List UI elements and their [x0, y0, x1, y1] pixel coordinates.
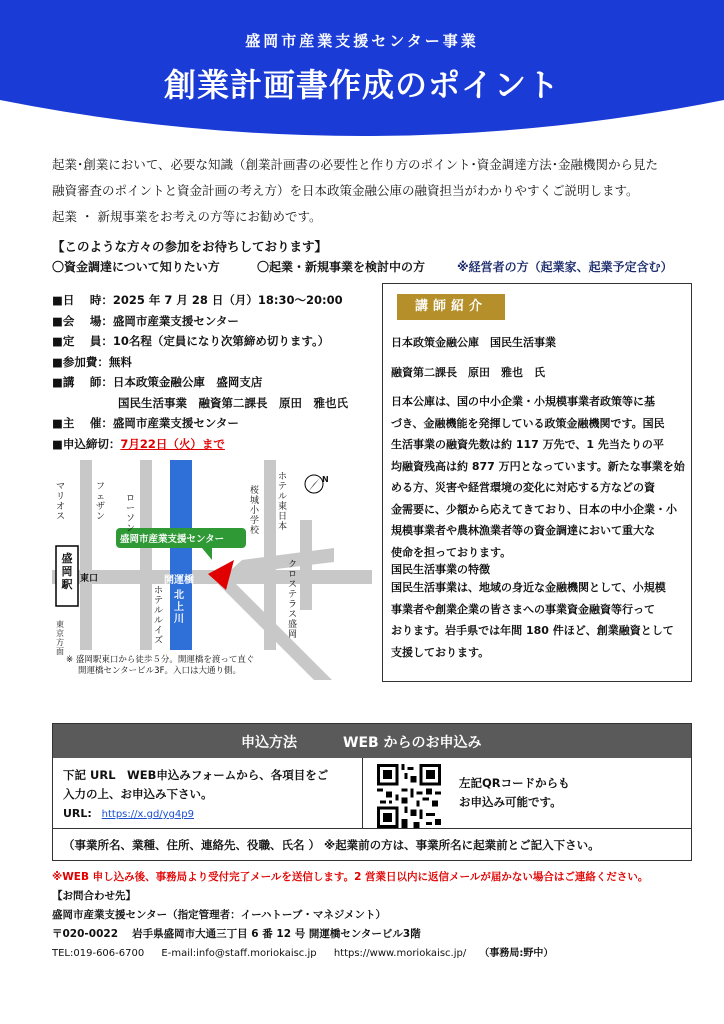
header-banner — [0, 0, 724, 150]
detail-deadline — [52, 434, 382, 455]
contact-line — [52, 944, 712, 963]
map-hotel-nihon-label: ホテル東日本 — [278, 472, 288, 532]
feature-line: 国民生活事業は、地域の身近な金融機関として、小規模 — [391, 581, 666, 594]
fields-note-text: （事業所名、業種、住所、連絡先、役職、氏名 ） ※起業前の方は、事業所名に起業前とご記入下さい。 — [63, 838, 600, 852]
map-fezan-label: フェザン — [96, 482, 106, 522]
map-note-line: ※ 盛岡駅東口から徒歩５分。開運橋を渡って直ぐ — [66, 655, 255, 665]
access-map — [52, 460, 372, 685]
instruction-line: 入力の上、お申込み下さい。 — [63, 787, 213, 801]
intro-line: 起業 ・ 新規事業をお考えの方等にお勧めです。 — [52, 209, 322, 224]
url-row — [63, 804, 328, 824]
application-url-link[interactable]: https://x.gd/yg4p9 — [101, 809, 194, 820]
qr-section — [363, 758, 691, 828]
map-bridge-label: 開運橋 — [164, 575, 194, 586]
lecturer-badge: 講師紹介 — [397, 294, 505, 320]
contact-org: 盛岡市産業支援センター（指定管理者：イーハトーブ・マネジメント） — [52, 909, 387, 921]
map-station-label: 盛岡駅 — [61, 552, 73, 591]
contact-info — [52, 887, 712, 963]
detail-lecturer: ■講 師：日本政策金融公庫 盛岡支店 — [52, 375, 263, 389]
bio-line: 金需要に、少額から応えてきており、日本の中小企業・小 — [391, 502, 677, 516]
map-east-exit: 東口 — [80, 574, 99, 584]
lecturer-intro-box — [382, 283, 692, 682]
bio-line: 使命を担っております。 — [391, 545, 512, 559]
url-label: URL: — [63, 807, 92, 820]
map-note — [66, 655, 254, 677]
feature-line: おります。岩手県では年間 180 件ほど、創業融資として — [391, 624, 674, 637]
map-maritz-label: マリオス — [56, 482, 66, 522]
intro-line: 融資審査のポイントと資金計画の考え方）を日本政策金融公庫の融資担当がわかりやすくご説明します。 — [52, 183, 639, 198]
target-audience-title: 【このような方々の参加をお待ちしております】 — [52, 239, 328, 254]
page-title: 創業計画書作成のポイント — [163, 66, 560, 104]
method-label: 申込方法 — [241, 735, 297, 751]
lecturer-bio — [391, 391, 687, 563]
bio-line: 規模事業者や農林漁業者等の資金調達において重大な — [391, 524, 655, 537]
detail-organizer: ■主 催：盛岡市産業支援センター — [52, 416, 239, 430]
event-details — [52, 290, 382, 454]
email-notice: ※WEB 申し込み後、事務局より受付完了メールを送信します。2 営業日以内に返信メールが届かない場合はご連絡ください。 — [52, 871, 649, 883]
qr-code-icon[interactable] — [377, 764, 441, 828]
detail-date: ■日 時：2025 年 7 月 28 日（月）18:30〜20:00 — [52, 293, 343, 307]
bio-line: める方、災害や経営環境の変化に対応する方などの資 — [391, 481, 655, 494]
feature-line: 支援しております。 — [391, 645, 490, 659]
detail-lecturer-name: 国民生活事業 融資第二課長 原田 雅也氏 — [118, 395, 348, 410]
map-hotel-ruize-label: ホテルルイズ — [154, 586, 164, 646]
map-callout-label: 盛岡市産業支援センター — [120, 534, 225, 545]
map-note-line: 開運橋センタービル3F。入口は大通り側。 — [78, 666, 241, 676]
map-road — [300, 520, 312, 610]
map-road — [140, 460, 152, 650]
instruction-line: 下記 URL WEB申込みフォームから、各項目をご — [63, 768, 329, 782]
detail-capacity: ■定 員：10名程（定員になり次第締め切ります。） — [52, 334, 330, 348]
bio-line: 生活事業の融資先数は約 117 万先で、1 先当たりの平 — [391, 438, 664, 451]
map-clostera-label: クロステラス盛岡 — [288, 560, 298, 640]
header-subtitle: 盛岡市産業支援センター事業 — [245, 32, 479, 50]
map-lawson-label: ローソン — [126, 494, 136, 534]
intro-line: 起業･創業において、必要な知識（創業計画書の必要性と作り方のポイント･資金調達方法･金融機関から見た — [52, 157, 659, 172]
feature-title: 国民生活事業の特徴 — [391, 563, 490, 576]
bio-line: 日本公庫は、国の中小企業・小規模事業者政策等に基 — [391, 395, 655, 408]
contact-email[interactable]: E-mail:info@staff.moriokaisc.jp — [161, 948, 317, 959]
deadline-label: ■申込締切： — [52, 436, 121, 451]
intro-text — [52, 152, 692, 230]
application-box — [52, 723, 692, 861]
application-instructions — [53, 758, 363, 828]
contact-tel: TEL:019-606-6700 — [52, 948, 145, 959]
map-school-label: 桜城小学校 — [250, 486, 260, 536]
bio-line: づき、金融機能を発揮している政策金融機関です。国民 — [391, 416, 665, 430]
target-item: ※経営者の方（起業家、起業予定含む） — [457, 260, 673, 274]
application-header — [53, 724, 691, 758]
deadline-value: 7月22日（火）まで — [120, 436, 225, 451]
lecturer-org: 日本政策金融公庫 国民生活事業 — [391, 336, 556, 349]
map-north-label: N — [322, 475, 329, 484]
contact-address: 〒020-0022 岩手県盛岡市大通三丁目 6 番 12 号 開運橋センタービル3階 — [52, 928, 421, 940]
target-item: 〇起業・新規事業を検討中の方 — [257, 260, 426, 274]
qr-note-line: 左記QRコードからも — [459, 776, 570, 790]
map-road-west — [80, 460, 92, 650]
application-fields-note — [53, 828, 691, 861]
detail-venue: ■会 場：盛岡市産業支援センター — [52, 313, 239, 328]
contact-website[interactable]: https://www.moriokaisc.jp/ — [333, 948, 467, 959]
feature-text — [391, 577, 687, 663]
method-value: WEB からのお申込み — [343, 735, 482, 751]
bio-line: 均融資残高は約 877 万円となっています。新たな事業を始 — [391, 459, 685, 473]
feature-line: 事業者や創業企業の皆さまへの事業資金融資等行って — [391, 602, 655, 616]
map-river-label: 北上川 — [174, 590, 184, 625]
contact-title: 【お問合わせ先】 — [52, 890, 136, 902]
contact-office: （事務局:野中） — [479, 948, 554, 959]
lecturer-name: 融資第二課長 原田 雅也 氏 — [391, 366, 545, 379]
target-item: 〇資金調達について知りたい方 — [52, 260, 220, 274]
map-tokyo-label: 東京方面 — [56, 620, 64, 656]
detail-fee: ■参加費：無料 — [52, 354, 132, 369]
qr-note-line: お申込み可能です。 — [459, 795, 562, 809]
